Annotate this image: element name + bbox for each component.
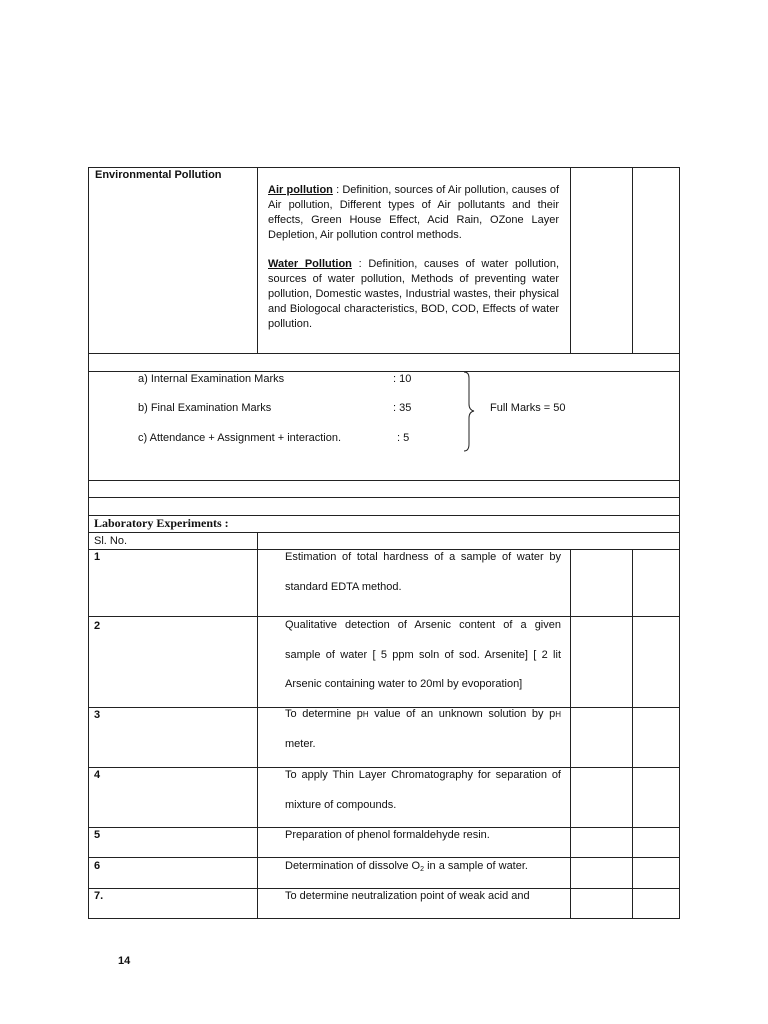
experiment-number: 7.	[94, 890, 104, 902]
internal-marks-value: : 10	[393, 373, 412, 385]
experiment-number: 4	[94, 769, 101, 781]
air-pollution-paragraph	[268, 183, 559, 243]
attendance-marks-label: c) Attendance + Assignment + interaction.	[138, 432, 342, 444]
water-pollution-text: : Definition, causes of water pollution, sources of water pollution, Methods of preventing water pollution, Domestic wastes, Industrial wastes, their physical and Biologocal characteristics, BOD, COD, Effects of water pollution.	[268, 258, 560, 330]
experiment-text: To determine neutralization point of weak acid and	[285, 890, 530, 902]
experiment-text: To determine pH value of an unknown solution by pH meter.	[285, 708, 562, 750]
experiment-text: Preparation of phenol formaldehyde resin.	[285, 829, 490, 841]
water-pollution-paragraph	[268, 257, 559, 332]
water-pollution-heading: Water Pollution	[268, 258, 352, 270]
full-marks-text: Full Marks = 50	[490, 402, 566, 414]
lab-title: Laboratory Experiments :	[94, 516, 229, 530]
page-number: 14	[118, 955, 131, 967]
air-pollution-text: : Definition, sources of Air pollution, causes of Air pollution, Different types of Air pollutants and their effects, Green House Effect, Acid Rain, OZone Layer Depletion, Air pollution control methods.	[268, 184, 559, 241]
experiment-text: To apply Thin Layer Chromatography for separation of mixture of compounds.	[285, 769, 561, 811]
experiment-number: 5	[94, 829, 101, 841]
experiment-number: 2	[94, 620, 101, 632]
topic-title: Environmental Pollution	[95, 169, 222, 181]
curly-brace-icon	[460, 370, 480, 454]
air-pollution-heading: Air pollution	[268, 184, 333, 196]
experiment-text: Determination of dissolve $O_2$ in a sample of water.	[285, 860, 528, 873]
experiment-text: Qualitative detection of Arsenic content of a given sample of water [ 5 ppm soln of sod. Arsenite] [ 2 lit Arsenic containing water to 20ml by evoporation]	[285, 619, 561, 690]
experiment-number: 3	[94, 709, 101, 721]
experiment-number: 1	[94, 551, 101, 563]
experiment-text: Estimation of total hardness of a sample of water by standard EDTA method.	[285, 551, 561, 593]
final-marks-label: b) Final Examination Marks	[138, 402, 272, 414]
final-marks-value: : 35	[393, 402, 412, 414]
attendance-marks-value: : 5	[397, 432, 410, 444]
experiment-number: 6	[94, 860, 101, 872]
internal-marks-label: a) Internal Examination Marks	[138, 373, 285, 385]
sl-no-header: Sl. No.	[94, 535, 128, 547]
